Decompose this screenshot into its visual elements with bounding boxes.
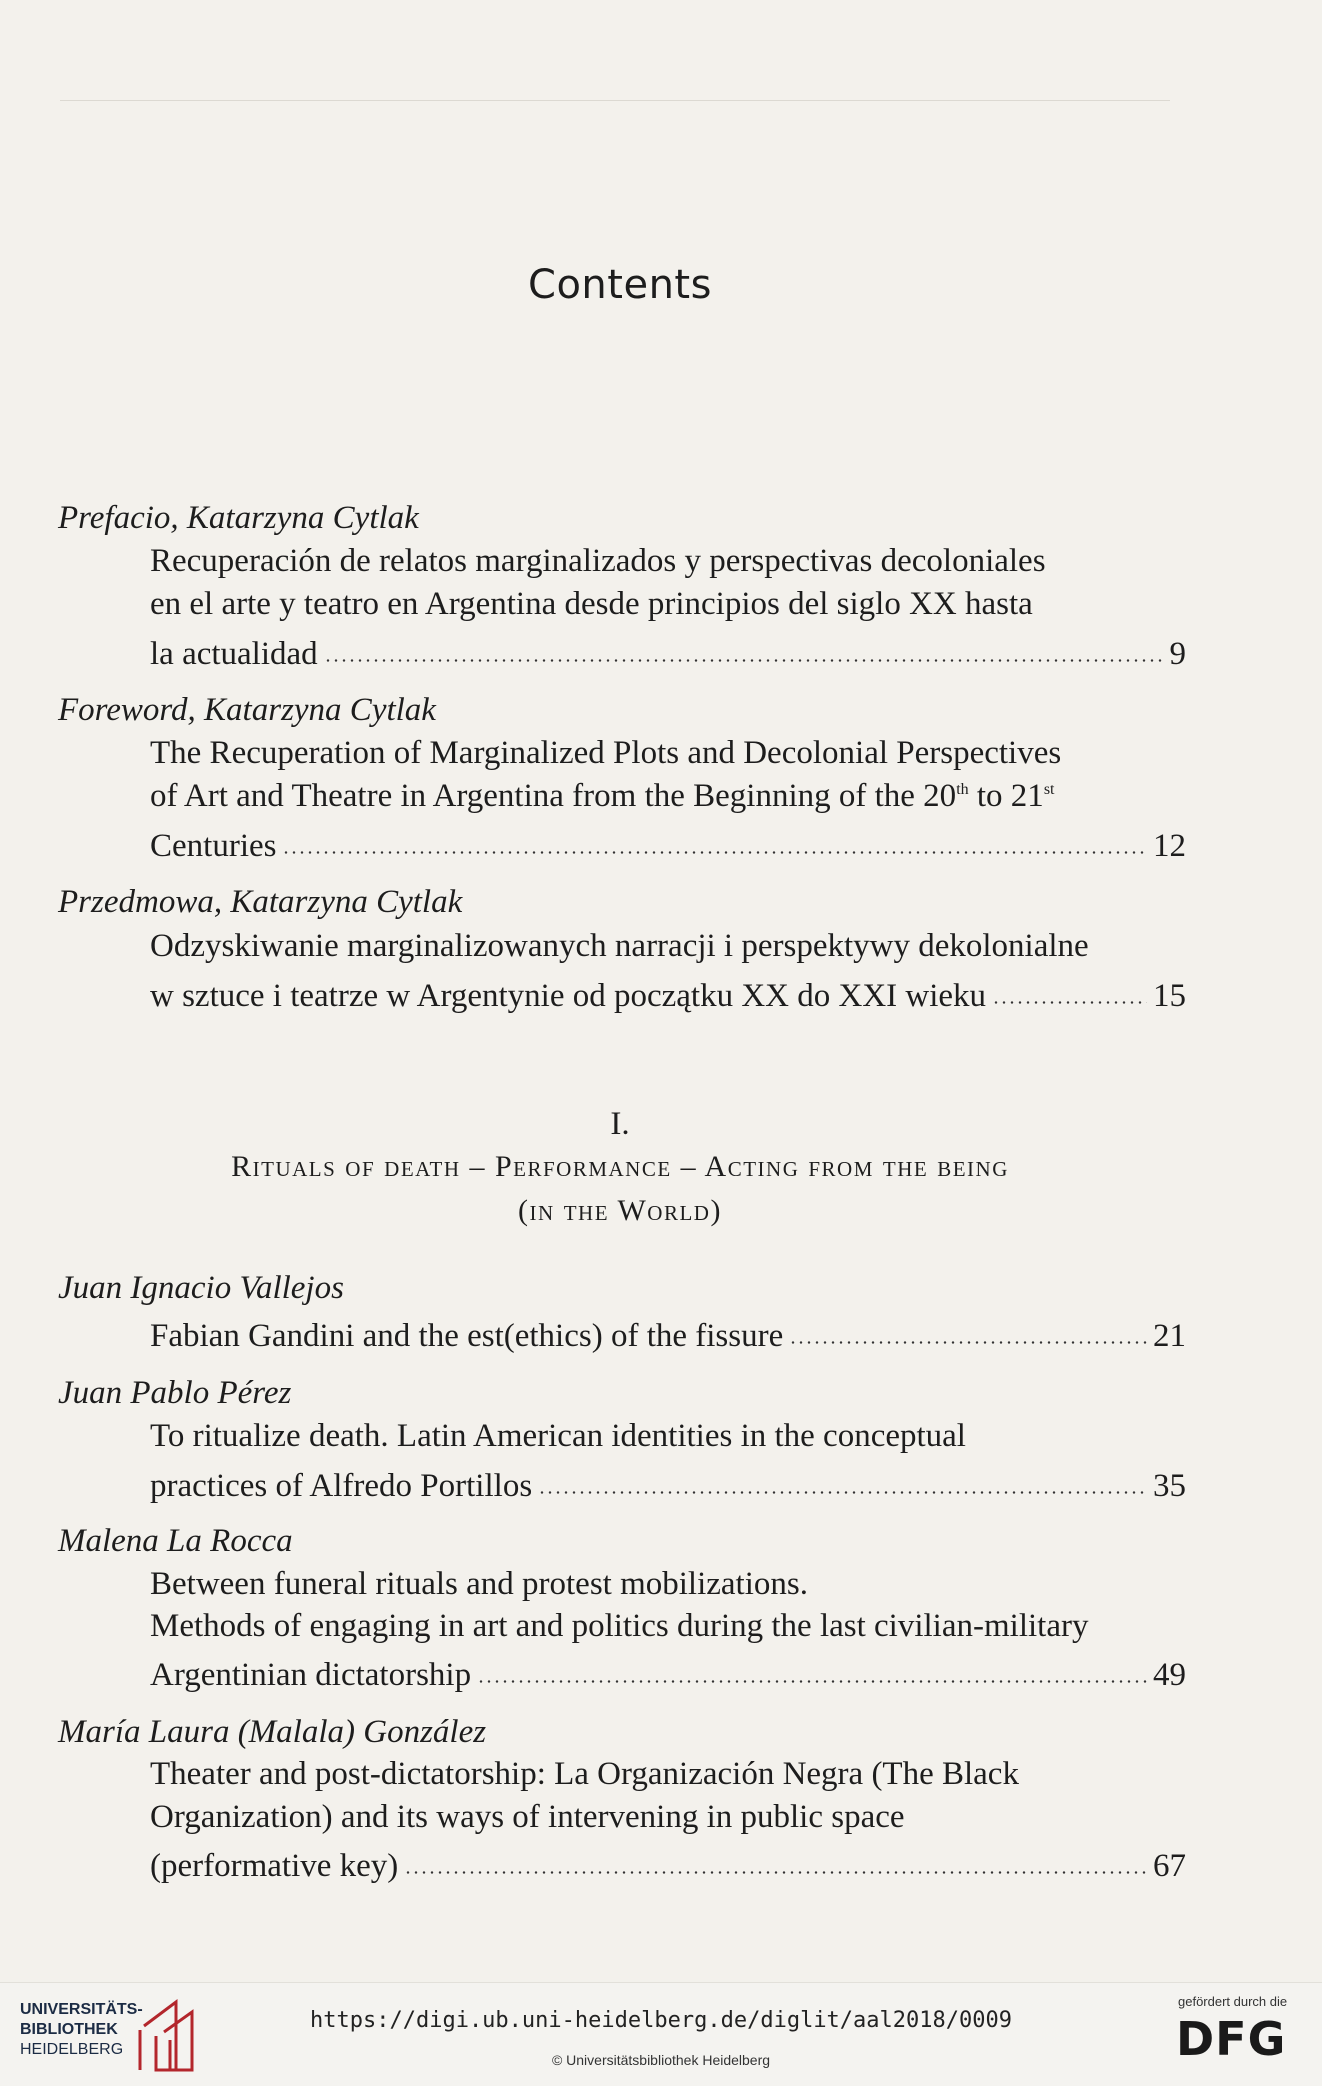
page-number: 67	[1153, 1848, 1186, 1884]
toc-line: Recuperación de relatos marginalizados y perspectivas decoloniales	[150, 543, 1046, 579]
toc-line: practices of Alfredo Portillos	[150, 1468, 533, 1504]
toc-line: Odzyskiwanie marginalizowanych narracji i perspektywy dekolonialne	[150, 928, 1089, 964]
toc-author: Malena La Rocca	[58, 1523, 293, 1559]
toc-line: Between funeral rituals and protest mobilizations.	[150, 1566, 808, 1602]
page-title: Contents	[528, 262, 712, 308]
toc-line: Centuries	[150, 828, 277, 864]
toc-entry-link[interactable]	[150, 972, 1186, 1016]
section-title-cont: (in the World)	[518, 1194, 722, 1227]
toc-entry-link[interactable]	[150, 1842, 1186, 1886]
toc-author: Przedmowa, Katarzyna Cytlak	[58, 884, 463, 920]
dot-leader	[324, 630, 1164, 664]
toc-author: María Laura (Malala) González	[58, 1714, 487, 1750]
toc-line: To ritualize death. Latin American identities in the conceptual	[150, 1418, 966, 1454]
toc-line: The Recuperation of Marginalized Plots and Decolonial Perspectives	[150, 735, 1062, 771]
toc-entry-link[interactable]	[150, 822, 1186, 866]
dot-leader	[538, 1462, 1147, 1496]
dot-leader	[992, 972, 1147, 1006]
toc-entry-link[interactable]	[150, 1462, 1186, 1506]
toc-line: Argentinian dictatorship	[150, 1657, 472, 1693]
dot-leader	[789, 1312, 1147, 1346]
toc-author: Juan Pablo Pérez	[58, 1375, 292, 1411]
toc-line: Fabian Gandini and the est(ethics) of the fissure	[150, 1318, 784, 1354]
copyright-notice: © Universitätsbibliothek Heidelberg	[551, 2052, 771, 2068]
toc-line: en el arte y teatro en Argentina desde principios del siglo XX hasta	[150, 586, 1033, 622]
toc-entry-link[interactable]	[150, 1312, 1186, 1356]
toc-line: (performative key)	[150, 1848, 399, 1884]
toc-line: Theater and post-dictatorship: La Organización Negra (The Black	[150, 1756, 1019, 1792]
dot-leader	[282, 822, 1147, 856]
section-number: I.	[610, 1106, 630, 1142]
toc-line: of Art and Theatre in Argentina from the Beginning of the 20th to 21st	[150, 778, 1055, 814]
page-number: 15	[1153, 978, 1186, 1014]
toc-author: Prefacio, Katarzyna Cytlak	[58, 500, 419, 536]
toc-line: Organization) and its ways of intervening in public space	[150, 1799, 905, 1835]
toc-author: Juan Ignacio Vallejos	[58, 1270, 344, 1306]
page-number: 21	[1153, 1318, 1186, 1354]
page-number: 49	[1153, 1657, 1186, 1693]
funding-note: gefördert durch die	[1178, 1994, 1288, 2009]
dfg-logo: DFG	[1176, 2012, 1287, 2066]
section-title: Rituals of death – Performance – Acting from the being	[231, 1150, 1009, 1183]
dot-leader	[477, 1651, 1147, 1685]
toc-line: Methods of engaging in art and politics during the last civilian-military	[150, 1608, 1089, 1644]
toc-line: la actualidad	[150, 636, 318, 672]
toc-entry-link[interactable]	[150, 630, 1186, 674]
toc-entry-link[interactable]	[150, 1651, 1186, 1695]
toc-line: w sztuce i teatrze w Argentynie od początku XX do XXI wieku	[150, 978, 987, 1014]
page-number: 12	[1153, 828, 1186, 864]
library-logo-text: UNIVERSITÄTS- BIBLIOTHEK HEIDELBERG	[20, 2001, 143, 2058]
page-number: 9	[1169, 636, 1186, 672]
page-number: 35	[1153, 1468, 1186, 1504]
toc-author: Foreword, Katarzyna Cytlak	[58, 692, 436, 728]
permalink-url[interactable]: https://digi.ub.uni-heidelberg.de/diglit/aal2018/0009	[310, 2008, 1012, 2033]
bleed-through-rule	[60, 100, 1170, 101]
dot-leader	[404, 1842, 1147, 1876]
